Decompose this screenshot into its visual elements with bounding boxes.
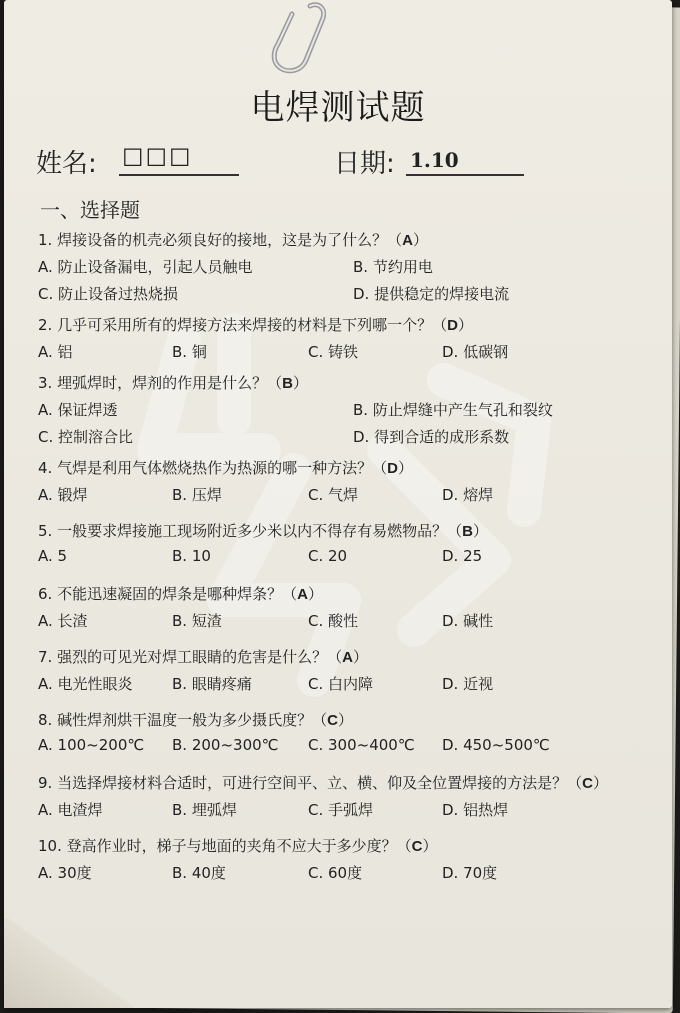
date-label: 日期: [334, 149, 395, 179]
answer-1: A [402, 232, 413, 249]
q9-option-b: B. 埋弧焊 [172, 801, 237, 819]
q4-option-c: C. 气焊 [308, 486, 359, 504]
name-underline [119, 174, 239, 176]
question-2: 2. 几乎可采用所有的焊接方法来焊接的材料是下列哪一个？（D） [38, 316, 473, 334]
answer-9: C [582, 775, 593, 792]
q3-option-c: C. 控制溶合比 [38, 428, 134, 446]
q4-option-d: D. 熔焊 [442, 486, 494, 504]
answer-4: D [387, 460, 398, 477]
q2-option-d: D. 低碳钢 [442, 343, 509, 361]
q2-option-c: C. 铸铁 [308, 343, 359, 361]
answer-7: A [342, 649, 353, 666]
q1-option-c: C. 防止设备过热烧损 [38, 285, 179, 303]
q1-option-d: D. 提供稳定的焊接电流 [353, 285, 510, 303]
q9-option-a: A. 电渣焊 [38, 801, 103, 819]
q7-option-c: C. 白内障 [308, 675, 374, 693]
name-label: 姓名: [36, 149, 97, 179]
paperclip-icon [266, 0, 326, 76]
q1-option-b: B. 节约用电 [353, 258, 433, 276]
question-1: 1. 焊接设备的机壳必须良好的接地，这是为了什么？（A） [38, 231, 428, 249]
q5-option-d: D. 25 [442, 547, 483, 565]
question-8: 8. 碱性焊剂烘干温度一般为多少摄氏度？（C） [38, 711, 353, 729]
q10-option-b: B. 40度 [172, 864, 226, 882]
q10-option-d: D. 70度 [442, 864, 498, 882]
q3-option-b: B. 防止焊缝中产生气孔和裂纹 [353, 401, 553, 419]
q6-option-c: C. 酸性 [308, 612, 359, 630]
q5-option-a: A. 5 [38, 547, 68, 565]
name-value: ☐☐☐ [122, 144, 193, 172]
question-6: 6. 不能迅速凝固的焊条是哪种焊条？（A） [38, 585, 323, 603]
section-title: 一、选择题 [40, 198, 140, 222]
date-underline [406, 174, 524, 176]
answer-6: A [297, 586, 308, 603]
question-7: 7. 强烈的可见光对焊工眼睛的危害是什么？（A） [38, 648, 368, 666]
q10-option-c: C. 60度 [308, 864, 363, 882]
q3-option-a: A. 保证焊透 [38, 401, 118, 419]
q9-option-c: C. 手弧焊 [308, 801, 374, 819]
q6-option-a: A. 长渣 [38, 612, 88, 630]
answer-8: C [327, 712, 338, 729]
q6-option-b: B. 短渣 [172, 612, 222, 630]
question-9: 9. 当选择焊接材料合适时，可进行空间平、立、横、仰及全位置焊接的方法是？（C） [38, 774, 608, 792]
q10-option-a: A. 30度 [38, 864, 92, 882]
q1-option-a: A. 防止设备漏电，引起人员触电 [38, 258, 253, 276]
q8-option-a: A. 100~200℃ [38, 736, 145, 754]
answer-3: B [282, 375, 293, 392]
q8-option-b: B. 200~300℃ [172, 736, 279, 754]
question-10: 10. 登高作业时，梯子与地面的夹角不应大于多少度？（C） [38, 837, 438, 855]
q4-option-a: A. 锻焊 [38, 486, 88, 504]
q6-option-d: D. 碱性 [442, 612, 494, 630]
test-paper [4, 0, 672, 1008]
date-value: 1.10 [410, 148, 459, 172]
q7-option-d: D. 近视 [442, 675, 494, 693]
q5-option-b: B. 10 [172, 547, 211, 565]
question-3: 3. 埋弧焊时，焊剂的作用是什么？（B） [38, 374, 308, 392]
q7-option-b: B. 眼睛疼痛 [172, 675, 252, 693]
q5-option-c: C. 20 [308, 547, 348, 565]
q4-option-b: B. 压焊 [172, 486, 222, 504]
question-5: 5. 一般要求焊接施工现场附近多少米以内不得存有易燃物品？（B） [38, 522, 488, 540]
q8-option-c: C. 300~400℃ [308, 736, 415, 754]
answer-5: B [462, 523, 473, 540]
q3-option-d: D. 得到合适的成形系数 [353, 428, 510, 446]
q8-option-d: D. 450~500℃ [442, 736, 550, 754]
q9-option-d: D. 铝热焊 [442, 801, 509, 819]
answer-2: D [447, 317, 458, 334]
q2-option-a: A. 铝 [38, 343, 73, 361]
q7-option-a: A. 电光性眼炎 [38, 675, 133, 693]
page-title: 电焊测试题 [250, 88, 426, 128]
q2-option-b: B. 铜 [172, 343, 207, 361]
question-4: 4. 气焊是利用气体燃烧热作为热源的哪一种方法？（D） [38, 459, 413, 477]
answer-10: C [411, 838, 423, 855]
